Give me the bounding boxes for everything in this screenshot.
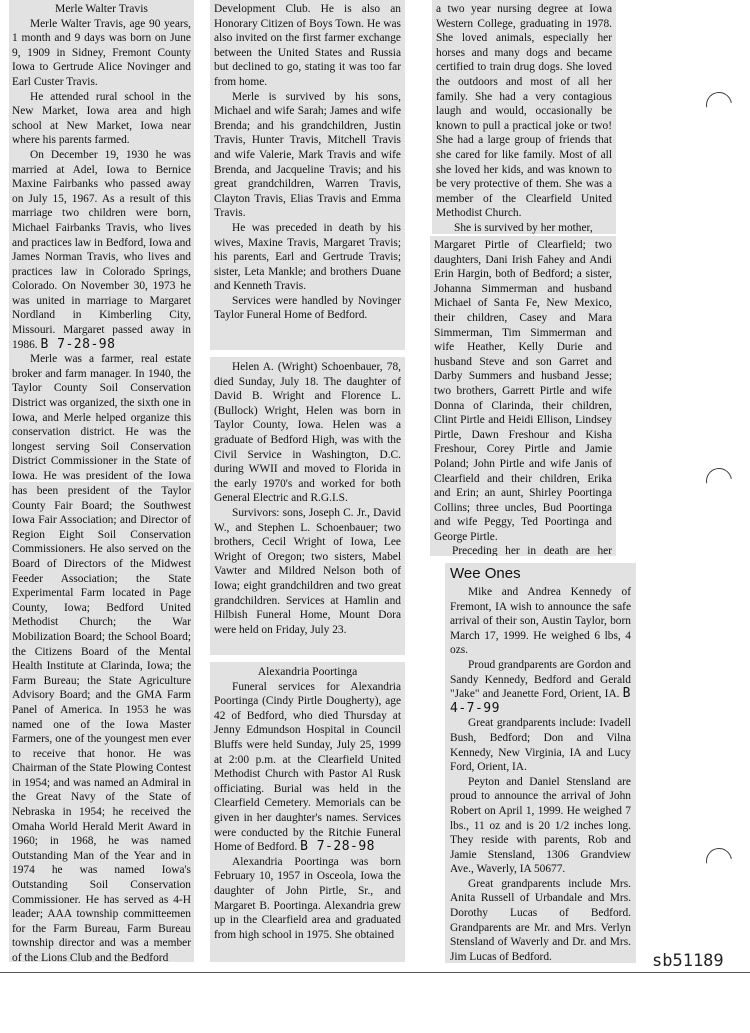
- wee-ones-p2-text: Proud grandparents are Gordon and Sandy Kennedy, Bedford and Gerald "Jake" and Jeanette Ford, Orient, IA.: [450, 658, 631, 701]
- binder-hole-middle: [701, 463, 737, 499]
- alexandria-p2: Alexandria Poortinga was born February 10, 1957 in Osceola, Iowa the daughter of John Pirtle, Sr., and Margaret B. Poortinga. Alexandria grew up in the Clearfield area and graduated from high school in 1975. She obtained: [214, 855, 401, 941]
- alexandria-p5: Margaret Pirtle of Clearfield; two daughters, Dani Irish Fahey and Andi Erin Hargin, both of Bedford; a sister, Johanna Simmerman and husband Michael of Santa Fe, New Mexico, their children, Casey and Mara Simmerman, Tim Simmerman and wife Heather, Kelly Durie and husband Steve and son Garret and Darby Summers and husband Jesse; two brothers, Garrett Pirtle and wife Donna of Clarinda, their children, Clint Pirtle and Heidi Ellison, Lindsey Pirtle, Dawn Freshour and Kisha Freshour, Corey Pirtle and Jamie Poland; John Pirtle and wife Janis of Clearfield and their children, Erika and Erin; an aunt, Shirley Poortinga Collins; three uncles, Bud Poortinga and wife Peggy, Ted Poortinga and George Pirtle.: [434, 239, 612, 543]
- merle-p4: Merle was a farmer, real estate broker and farm manager. In 1940, the Taylor County Soil Conservation District was organized, the sixth one in Iowa, and Merle helped organize this conservation district. He was the longest serving Soil Conservation District Commissioner in the State of Iowa. He was president of the Iowa: [12, 353, 191, 480]
- wee-ones-p3: Great grandparents include: Ivadell Bush, Bedford; Don and Vilna Kennedy, New Virginia, IA and Lucy Ford, Orient, IA.: [450, 717, 631, 774]
- binder-hole-top: [701, 87, 737, 123]
- wee-ones-clipping: [445, 563, 636, 963]
- merle-p1: Merle Walter Travis, age 90 years, 1 month and 9 days was born on June 9, 1909 in Sidney, Fremont County Iowa to Gertrude Alice Novinger and Earl Custer Travis.: [12, 17, 191, 88]
- merle-p2: He attended rural school in the New Market, Iowa area and high school at New Market, Iowa near where his parents farmed.: [12, 90, 191, 147]
- alexandria-p1-text: Funeral services for Alexandria Poortinga (Cindy Pirtle Dougherty), age 42 of Bedford, who died Thursday at Jenny Edmundson Hospital in Council Bluffs were held Sunday, July 25, 1999 at 2:00 p.m. at the Clearfield United Methodist Church with Pastor Al Rusk officiating. Burial was held in the Clearfield Cemetery. Memorials can be given in her daughter's names. Services were conducted by the Ritchie Funeral Home of Bedford.: [214, 680, 401, 854]
- alexandria-p1: [214, 680, 401, 855]
- page-bottom-line: [0, 972, 750, 973]
- alexandria-title: Alexandria Poortinga: [257, 665, 358, 678]
- merle-p5: has been president of the Taylor County Fair Board; the Southwest Iowa Fair Association; and Director of Region Eight Soil Conservation Commissioners. He also served on the Board of Directors of the Midwest Feeder Association; the State Experimental Farm located in Page County, Iowa; Bedford United Methodist Church; the War Mobilization Board; the School Board; the Citizens Board of the Mental Health Institute at Clarinda, Iowa; the Farm Bureau; the State Agriculture Advisory Board; and the GMA Farm Panel of America. In 1953 he was named one of the Iowa Master Farmers, one of the youngest men ever to receive that honor. He was Chairman of the State Plowing Contest in 1954; and was named an Admiral in the Great Navy of the State of Nebraska in 1954; he received the Omaha World Herald Merit Award in 1960; in 1968, he was named Outstanding Man of the Year and in 1974 he was named Iowa's Outstanding Soil Conservation Commissioner. He has served as 4-H leader; AAA township committeemen for the Farm Bureau, Farm Bureau township director and was a member of the Lions Club and the Bedford: [12, 485, 191, 962]
- alexandria-handwritten-date: B 7-28-98: [300, 839, 376, 855]
- alexandria-p3: a two year nursing degree at Iowa Western College, graduating in 1978. She loved animals, especially her horses and many dogs and became certified to train drug dogs. She loved the outdoors and most of all her family. She had a very contagious laugh and would, occasionally be known to pull a practical joke or two! She had a large group of friends that she cared for like family. Most of all she loved her kids, and was known to be very protective of them. She was a member of the Clearfield United Methodist Church.: [436, 3, 612, 220]
- wee-ones-handwritten-date: B 4-7-99: [450, 686, 631, 716]
- merle-p7: Merle is survived by his sons, Michael and wife Sarah; James and wife Brenda; and his grandchildren, Justin Travis, Hunter Travis, Mitchell Travis and wife Valerie, Mark Travis and wife Brenda, and Jacqueline Travis; and his great grandchildren, Warren Travis, Clayton Travis, Elias Travis and Emma Travis.: [214, 90, 401, 220]
- alexandria-clipping-part1: [210, 662, 405, 962]
- merle-p3: [12, 148, 191, 352]
- merle-clipping-part3: [210, 0, 405, 350]
- alexandria-clipping-part3: [430, 236, 616, 556]
- wee-ones-p2: [450, 658, 631, 716]
- page-code: sb51189: [652, 951, 724, 971]
- wee-ones-p5: Great grandparents include Mrs. Anita Russell of Urbandale and Mrs. Dorothy Lucas of Bedford. Grandparents are Mr. and Mrs. Verlyn Stensland of Waverly and Dr. and Mrs. Jim Lucas of Bedford.: [450, 877, 631, 963]
- wee-ones-title: Wee Ones: [450, 565, 521, 582]
- alexandria-p6: Preceding her in death are her: [452, 545, 612, 556]
- merle-p9: Services were handled by Novinger Taylor Funeral Home of Bedford.: [214, 294, 401, 322]
- binder-hole-bottom: [701, 843, 737, 879]
- alexandria-p4: She is survived by her mother,: [454, 221, 593, 234]
- merle-p6: Development Club. He is also an Honorary Citizen of Boys Town. He was also invited on the first farmer exchange between the United States and Russia but declined to go, stating it was too far from home.: [214, 3, 401, 88]
- merle-handwritten-date: B 7-28-98: [40, 336, 116, 352]
- alexandria-clipping-part2: [432, 0, 616, 234]
- merle-title: Merle Walter Travis: [55, 2, 148, 15]
- merle-p8: He was preceded in death by his wives, Maxine Travis, Margaret Travis; his parents, Earl and Gertrude Travis; sister, Leta Mankle; and brothers Duane and Kenneth Travis.: [214, 221, 401, 293]
- wee-ones-p4: Peyton and Daniel Stensland are proud to announce the arrival of John Robert on April 1, 1999. He weighed 7 lbs., 11 oz and is 20 1/2 inches long. They reside with parents, Rob and Jamie Stensland, 1306 Grandview Ave., Waverly, IA 50677.: [450, 775, 631, 876]
- helen-p1: Helen A. (Wright) Schoenbauer, 78, died Sunday, July 18. The daughter of David B. Wright and Florence L. (Bullock) Wright, Helen was born in Taylor County, Iowa. Helen was a graduate of Bedford High, was with the Civil Service in Washington, D.C. during WWII and moved to Florida in the early 1970's and worked for both General Electric and R.G.I.S.: [214, 361, 401, 505]
- merle-clipping-part2: [9, 482, 194, 962]
- merle-p3-text: On December 19, 1930 he was married at Adel, Iowa to Bernice Maxine Fairbanks who passed away on July 15, 1967. As a result of this marriage two children were born, Michael Fairbanks Travis, who lives and practices law in Bedford, Iowa and James Norman Travis, who lives and practices law in Colorado Springs, Colorado. On November 30, 1973 he was united in marriage to Margaret Nordland in Kimberling City, Missouri. Margaret passed away in 1986.: [12, 148, 191, 351]
- helen-p2: Survivors: sons, Joseph C. Jr., David W., and Stephen L. Schoenbauer; two brothers, Cecil Wright of Iowa, Lee Wright of Oregon; two sisters, Mabel Vawter and Mildred Nelson both of Iowa; eight grandchildren and two great grandchildren. Services at Hamlin and Hilbish Funeral Home, Mount Dora were held on Friday, July 23.: [214, 506, 401, 636]
- wee-ones-p1: Mike and Andrea Kennedy of Fremont, IA wish to announce the safe arrival of their son, Austin Taylor, born March 17, 1999. He weighed 6 lbs, 4 ozs.: [450, 586, 631, 657]
- merle-clipping-part1: [9, 0, 194, 480]
- helen-clipping: [210, 357, 405, 655]
